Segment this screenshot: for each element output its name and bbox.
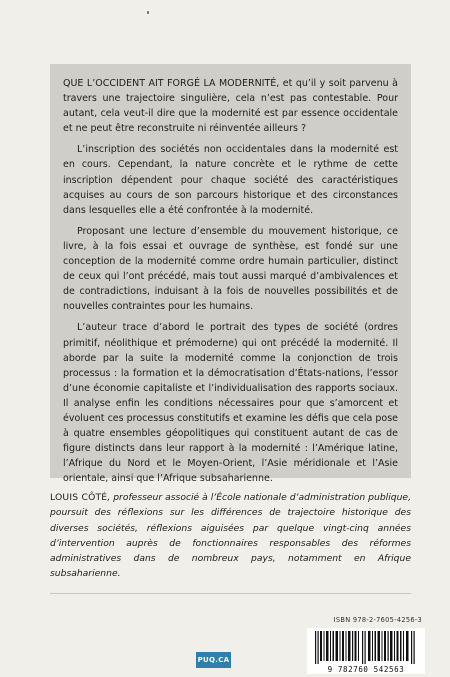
summary-paragraph-3: Proposant une lecture d’ensemble du mouvement historique, ce livre, à la fois essai et ouvrage de synthèse, est fondé sur une conception de la modernité comme ordre humain particulier, distinct de ceux qui l’ont précédé, mais tout aussi marqué d’ambivalences et de contradictions, induisant à la fois de nouvelles possibilités et de nouvelles contraintes pour les humains. (63, 225, 398, 313)
author-bio-text: , professeur associé à l’École nationale d’administration publique, poursuit des réflexions sur les différences de trajectoire historique des diverses sociétés, réflexions aiguisées par quelque vingt-cinq années d’intervention auprès de fonctionnaires responsables des réformes administratives dans de nombreux pays, notamment en Afrique subsaharienne. (50, 492, 411, 580)
barcode-bars (307, 628, 425, 666)
divider (50, 593, 411, 594)
author-bio (50, 490, 411, 582)
print-speck (147, 11, 149, 14)
summary-paragraph-2: L’inscription des sociétés non occidentales dans la modernité est en cours. Cependant, la nature concrète et le rythme de cette inscription dépendent pour chaque société des caractéristiques acquises au cours de son parcours historique et des circonstances dans lesquelles elle a été confrontée à la modernité. (63, 144, 398, 216)
barcode (307, 628, 425, 674)
summary-paragraph-4: L’auteur trace d’abord le portrait des types de société (ordres primitif, néolithique et prémoderne) qui ont précédé la modernité. Il aborde par la suite la modernité comme la conjonction de trois processus : la formation et la démocratisation d’États-nations, l’essor d’une économie capitaliste et l’individualisation des rapports sociaux. Il analyse enfin les conditions nécessaires pour que s’amorcent et évoluent ces processus constitutifs et examine les défis que cela pose à quatre ensembles géopolitiques qui constituent autant de cas de figure distincts dans leur rapport à la modernité : l’Amérique latine, l’Afrique du Nord et le Moyen-Orient, l’Asie méridionale et l’Asie orientale, ainsi que l’Afrique subsaharienne. (63, 322, 398, 485)
summary-panel (50, 64, 411, 485)
summary-paragraph-1-rest: , et qu’il y soit parvenu à travers une trajectoire singulière, cela n’est pas contestable. Pour autant, cela veut-il dire que la modernité est par essence occidentale et ne peut être reconstruite ni réinventée ailleurs ? (63, 78, 398, 135)
summary-paragraph-1 (63, 76, 398, 136)
publisher-logo: PUQ.CA (196, 652, 231, 668)
isbn-label: ISBN 978-2-7605-4256-3 (333, 616, 422, 624)
barcode-digits: 9 782760 542563 (327, 665, 405, 674)
summary-lead: QUE L’OCCIDENT AIT FORGÉ LA MODERNITÉ (63, 78, 277, 89)
author-name: LOUIS CÔTÉ (50, 492, 108, 503)
